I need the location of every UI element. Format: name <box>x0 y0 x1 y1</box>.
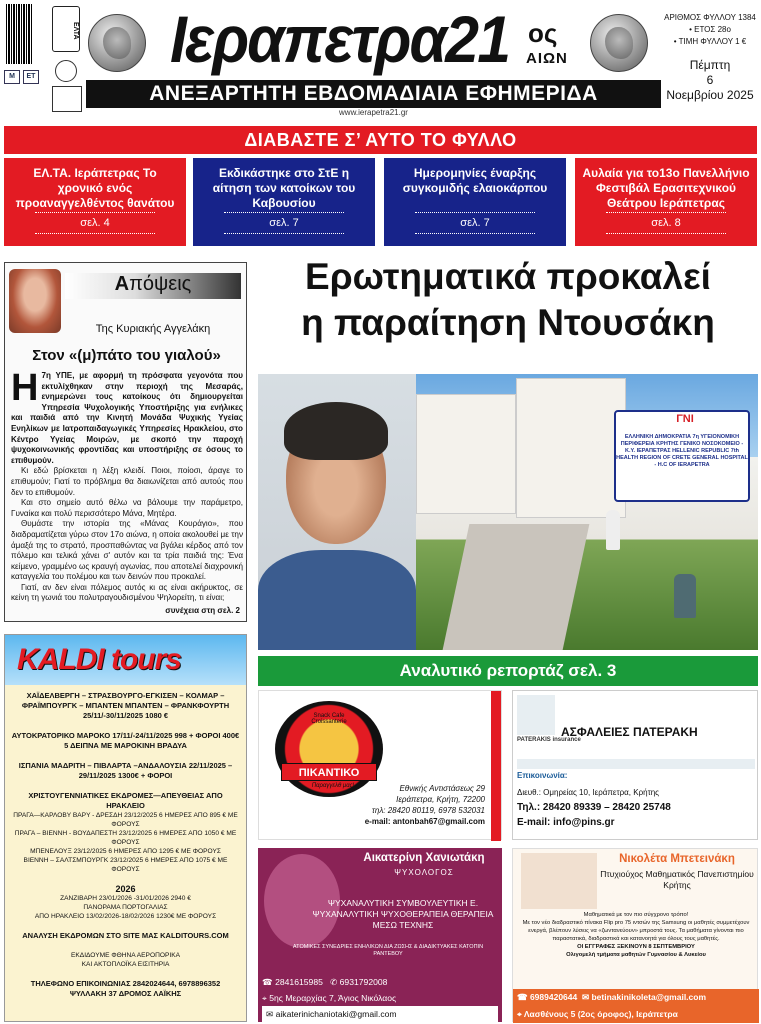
teaser-page: σελ. 4 <box>80 217 110 229</box>
address-text: 5ης Μεραρχίας 7, Άγιος Νικόλαος <box>269 993 397 1003</box>
elta-logo: ΕΛΤΑ <box>52 6 80 52</box>
tutor-text: Ολιγομελή τμήματα μαθητών Γυμνασίου & Λυκείου <box>566 952 706 958</box>
hair-image <box>284 402 388 460</box>
opinion-lead: 7η ΥΠΕ, με αφορμή τη πρόσφατα γεγονότα που εκτυλίχθηκαν στην περιοχή της Μεσαράς, ενημερώνει τους κατοίκους ότι δημιουργείται Υπηρεσία Ψυχολογικής Υποστήριξης για ενήλικες και παιδιά από την Κινητή Μονάδα Ψυχικής Υγείας Ενηλίκων με Ιατροπαιδαγωγικές Υπηρεσίες Ηρακλείου, στο Κέντρο Υγείας Μοιρών, με σκοπό την παροχή ψυχοκοινωνικής φροντίδας και υποστήριξης σε όσους το επιθυμούν. <box>11 371 243 465</box>
masthead <box>0 0 761 124</box>
teaser-title: Εκδικάστηκε στο ΣτΕ η αίτηση των κατοίκων του Καβουσίου <box>212 166 356 210</box>
teaser-1[interactable] <box>4 158 186 246</box>
teaser-2[interactable] <box>193 158 375 246</box>
opinion-column <box>4 262 247 622</box>
pikantiko-slogan: Παραγγελθ μας! <box>311 783 355 789</box>
author-photo <box>9 269 61 333</box>
tutor-degree: Πτυχιούχος Μαθηματικός Πανεπιστημίου Κρήτης <box>600 869 754 890</box>
title-aion: ΑΙΩΝ <box>526 50 568 67</box>
pikantiko-email[interactable]: e-mail: antonbah67@gmail.com <box>364 817 485 826</box>
issue-day: Πέμπτη <box>689 58 731 72</box>
divider <box>224 233 344 234</box>
spacer <box>11 921 240 931</box>
kaldi-tours-ad <box>4 634 247 1022</box>
kaldi-line: ΒΙΕΝΝΗ – ΣΑΛΤΣΜΠΟΥΡΓΚ 23/12/2025 6 ΗΜΕΡΕΣ ΑΠΟ 1075 € ΜΕ ΦΟΡΟΥΣ <box>23 857 228 873</box>
phone-line: Τηλ.: 28420 89339 – 28420 25748 <box>517 802 671 813</box>
walkway-image <box>443 524 590 650</box>
math-tutor-ad <box>512 848 758 1022</box>
tutor-contact-bar <box>513 989 759 1023</box>
email-text[interactable]: betinakinikoleta@gmail.com <box>591 992 707 1002</box>
kaldi-line: ΖΑΝΖΙΒΑΡΗ 23/01/2026 -31/01/2026 2940 € <box>60 895 191 902</box>
barcode <box>6 4 32 64</box>
email-line[interactable]: E-mail: info@pins.gr <box>517 817 615 828</box>
badge-et: ΕΤ <box>23 70 39 84</box>
main-headline[interactable] <box>258 254 758 346</box>
ancient-coin-left-image <box>88 14 146 72</box>
kaldi-line: ΠΡΑΓΑ—ΚΑΡΛΟΒΥ ΒΑΡΥ - ΔΡΕΣΔΗ 23/12/2025 6 ΗΜΕΡΕΣ ΑΠΟ 895 € ΜΕ ΦΟΡΟΥΣ <box>13 812 238 828</box>
hospital-sign <box>614 410 750 502</box>
hospital-logo: ΓΝΙ <box>676 413 694 425</box>
pikantiko-ad <box>258 690 502 840</box>
address-line: Ιεράπετρα, Κρήτη, 72200 <box>396 795 485 804</box>
accent-bar <box>491 691 501 841</box>
building-image <box>416 394 516 514</box>
shirt-image <box>258 550 416 650</box>
teaser-page: σελ. 8 <box>651 217 681 229</box>
badge-m: Μ <box>4 70 20 84</box>
tutor-text: ΟΙ ΕΓΓΡΑΦΕΣ ΞΕΚΙΝΟΥΝ 8 ΣΕΠΤΕΜΒΡΙΟΥ <box>577 944 695 950</box>
pikantiko-label: ΠΙΚΑΝΤΙΚΟ <box>281 763 377 781</box>
issue-info <box>662 12 758 48</box>
opinion-body <box>11 367 243 604</box>
teaser-3[interactable] <box>384 158 566 246</box>
teaser-page: σελ. 7 <box>269 217 299 229</box>
kaldi-body <box>5 685 246 1005</box>
mail-icon: ✉ <box>266 1009 276 1019</box>
pikantiko-tagline: Snack Cafe Croissanterie <box>311 713 347 725</box>
tutor-text: Μαθηματικά με τον πιο σύγχρονο τρόπο! <box>583 912 689 918</box>
issue-date-number: 6 <box>706 73 714 87</box>
paterakis-logo-text: PATERAKIS insurance <box>517 737 581 743</box>
psychologist-name: Αικατερίνη Χανιωτάκη <box>363 852 485 864</box>
kaldi-line: ΜΠΕΝΕΛΟΥΞ 23/12/2025 6 ΗΜΕΡΕΣ ΑΠΟ 1295 € ΜΕ ΦΟΡΟΥΣ <box>30 848 221 855</box>
address-line <box>262 990 498 1006</box>
continue-link[interactable]: συνέχεια στη σελ. 2 <box>165 606 240 615</box>
phone-number[interactable]: 2841615985 <box>275 977 323 987</box>
hospital-photo <box>416 374 758 650</box>
email-text: aikaterinichaniotaki@gmail.com <box>275 1009 397 1019</box>
opinion-paragraph: Και στο σημείο αυτό θέλω να βάλουμε την παράμετρο, Γυναίκα και πολύ περισσότερο Μάνα, Μητέρα. <box>11 498 243 518</box>
phone-line: τηλ: 28420 80119, 6978 532031 <box>371 806 485 815</box>
spacer <box>11 781 240 791</box>
opinion-header-rest: πόψεις <box>129 273 192 295</box>
divider <box>224 212 344 213</box>
website-link[interactable]: www.ierapetra21.gr <box>339 108 408 117</box>
tutor-name: Νικολέτα Μπετεινάκη <box>619 853 735 865</box>
location-icon: ⌖ <box>262 993 270 1003</box>
kaldi-line: ΑΠΟ ΗΡΑΚΛΕΙΟ 13/02/2026-18/02/2026 1230€ ΜΕ ΦΟΡΟΥΣ <box>34 913 217 920</box>
math-tools-icon <box>521 853 597 909</box>
kaldi-line: ΠΡΑΓΑ – ΒΙΕΝΝΗ - ΒΟΥΔΑΠΕΣΤΗ 23/12/2025 6 ΗΜΕΡΕΣ ΑΠΟ 1050 € ΜΕ ΦΟΡΟΥΣ <box>14 830 237 846</box>
kaldi-logo: KALDI tours <box>17 643 181 676</box>
building-image <box>516 378 626 518</box>
spacer <box>11 751 240 761</box>
spacer <box>11 874 240 884</box>
address-text: Λασθένους 5 (2ος όροφος), Ιεράπετρα <box>523 1009 678 1019</box>
address-line: Εθνικής Αντιστάσεως 29 <box>399 784 485 793</box>
pikantiko-address <box>355 783 485 816</box>
opinion-header <box>65 273 241 299</box>
wheelchair-person-image <box>674 574 696 618</box>
headline-line-2: η παραίτηση Ντουσάκη <box>301 302 715 343</box>
kaldi-line: ΧΡΙΣΤΟΥΓΕΝΝΙΑΤΙΚΕΣ ΕΚΔΡΟΜΕΣ—ΑΠΕΥΘΕΙΑΣ ΑΠΟ ΗΡΑΚΛΕΙΟ <box>28 791 223 810</box>
spacer <box>11 941 240 951</box>
opinion-author: Της Κυριακής Αγγελάκη <box>95 323 211 335</box>
kaldi-line: ΧΑΪΔΕΛΒΕΡΓΗ – ΣΤΡΑΣΒΟΥΡΓΟ-ΕΓΚΙΣΕΝ – ΚΟΛΜΑΡ – ΦΡΑΪΜΠΟΥΡΓΚ – ΜΠΑΝΤΕΝ ΜΠΑΝΤΕΝ – ΦΡΑΝΚΦΟΥΡΤΗ 25/11/-30/11/2025 1080 € <box>21 691 230 720</box>
paterakis-logo-icon <box>517 695 555 735</box>
divider <box>35 233 155 234</box>
kaldi-line: ΙΣΠΑΝΙΑ ΜΑΔΡΙΤΗ – ΠΙΒΛΑΡΤΑ –ΑΝΔΑΛΟΥΣΙΑ 22/11/2025 – 29/11/2025 1300€ + ΦΟΡΟΙ <box>18 761 233 780</box>
opinion-paragraph: Γιατί, αν δεν είναι πόλεμος αυτός κι ας είναι ακήρυκτος, σε κείνη τη γωνιά του πολυτραγουδισμένου Ψηλορείτη, τι είναι; <box>11 582 243 603</box>
kaldi-line: ΑΥΤΟΚΡΑΤΟΡΙΚΟ ΜΑΡΟΚΟ 17/11/-24/11/2025 998 + ΦΟΡΟΙ 400€ 5 ΔΕΙΠΝΑ ΜΕ ΜΑΡΟΚΙΝΗ ΒΡΑΔΥΑ <box>11 731 240 750</box>
newspaper-subtitle: ΑΝΕΞΑΡΤΗΤΗ ΕΒΔΟΜΑΔΙΑΙΑ ΕΦΗΜΕΡΙΔΑ <box>86 80 661 108</box>
psychologist-services: ΨΥΧΑΝΑΛΥΤΙΚΗ ΣΥΜΒΟΥΛΕΥΤΙΚΗ Ε. ΨΥΧΑΝΑΛΥΤΙΚΗ ΨΥΧΟΘΕΡΑΠΕΙΑ ΘΕΡΑΠΕΙΑ ΜΕΣΩ ΤΕΧΝΗΣ <box>312 898 494 930</box>
kaldi-line: ΤΗΛΕΦΩΝΟ ΕΠΙΚΟΙΝΩΝΙΑΣ 2842024644, 6978896352 <box>30 979 221 988</box>
mail-icon: ✉ <box>581 992 592 1002</box>
teaser-title: Ημερομηνίες έναρξης συγκομιδής ελαιοκάρπου <box>402 166 548 195</box>
mobile-icon: ✆ <box>330 977 340 987</box>
main-photo <box>258 374 758 650</box>
teaser-title: Αυλαία για το13ο Πανελλήνιο Φεστιβάλ Ερασιτεχνικού Θεάτρου Ιεράπετρας <box>582 166 750 210</box>
drop-cap: Η <box>11 367 39 409</box>
psychologist-role: ΨΥΧΟΛΟΓΟΣ <box>394 868 454 877</box>
tutor-text: Με τον νέο διαδραστικό πίνακα Flip pro 75 ιντσών της Samsung οι μαθητές συμμετέχουν ενεργά, βλέπουν λύσεις να «ζωντανεύουν» μπροστά τους. Τα μαθήματα γίνονται πιο παραστατικά, διαδραστικά και κατανοητά για όλους τους μαθητές. <box>522 920 750 942</box>
opinion-paragraph: Θυμάστε την ιστορία της «Μάνας Κουράγιο», που διαδραματίζεται γύρω στον 17ο αιώνα, η οποία ακολουθεί με την άμαξά της το στρατό, προσπαθώντας να βγάλει κέρδος από τον πόλεμο και τελικά χάνει σ' αυτόν και τα τρία παιδιά της: Ένα κείμενο, γραμμένο ως κραυγή αγωνίας, που αποτελεί διαχρονική καταγγελία του πολέμου και των δεινών που προκαλεί. <box>11 519 243 582</box>
divider <box>517 759 755 769</box>
teaser-4[interactable] <box>575 158 757 246</box>
kaldi-line: ΕΚΔΙΔΟΥΜΕ ΦΘΗΝΑ ΑΕΡΟΠΟΡΙΚΑ <box>71 952 180 959</box>
portrait-photo <box>258 374 416 650</box>
divider <box>606 233 726 234</box>
kaldi-line: ΨΥΛΛΑΚΗ 37 ΔΡΟΜΟΣ ΛΑΪΚΗΣ <box>69 989 182 998</box>
phone-number[interactable]: 6931792008 <box>339 977 388 987</box>
issue-date <box>662 58 758 103</box>
headline-line-1: Ερωτηματικά προκαλεί <box>305 256 711 297</box>
issue-number: ΑΡΙΘΜΟΣ ΦΥΛΛΟΥ 1384 <box>664 13 756 22</box>
issue-month-year: Νοεμβρίου 2025 <box>666 88 754 102</box>
badges <box>4 70 39 84</box>
kaldi-header <box>5 635 246 685</box>
contact-label: Επικοινωνία: <box>517 771 568 780</box>
divider <box>415 233 535 234</box>
title-superscript: ος <box>528 18 558 48</box>
paterakis-name: ΑΣΦΑΛΕΙΕΣ ΠΑΤΕΡΑΚΗ <box>561 725 698 739</box>
report-banner[interactable]: Αναλυτικό ρεπορτάζ σελ. 3 <box>258 656 758 686</box>
phone-number[interactable]: 6989420644 <box>529 992 578 1002</box>
opinion-header-initial: Α <box>114 273 130 295</box>
teaser-title: ΕΛ.ΤΑ. Ιεράπετρας Το χρονικό ενός προαναγγελθέντος θανάτου <box>15 166 175 210</box>
address-line: Διευθ.: Ομηρείας 10, Ιεράπετρα, Κρήτης <box>517 788 660 797</box>
opinion-title: Στον «(μ)πάτο του γιαλού» <box>32 347 221 364</box>
ancient-coin-right-image <box>590 14 648 72</box>
spacer <box>11 721 240 731</box>
paterakis-ad <box>512 690 758 840</box>
tutor-description <box>517 911 755 959</box>
psychologist-sessions: ΑΤΟΜΙΚΕΣ ΣΥΝΕΔΡΙΕΣ ΕΝΗΛΙΚΩΝ ΔΙΑ ΖΩΣΗΣ & ΔΙΑΔΙΚΤΥΑΚΕΣ ΚΑΤΟΠΙΝ ΡΑΝΤΕΒΟΥ <box>292 944 484 957</box>
kaldi-line: ΚΑΙ ΑΚΤΟΠΛΟΪΚΑ ΕΙΣΙΤΗΡΙΑ <box>81 961 170 968</box>
paterakis-info <box>517 785 671 830</box>
kaldi-line: ΠΑΝΟΡΑΜΑ ΠΟΡΤΟΓΑΛΙΑΣ <box>83 904 168 911</box>
location-icon: ⌖ <box>517 1009 524 1019</box>
issue-year: • ΕΤΟΣ 28ο <box>689 25 731 34</box>
spacer <box>11 969 240 979</box>
psychologist-ad <box>258 848 502 1022</box>
read-in-issue-banner: ΔΙΑΒΑΣΤΕ Σ’ ΑΥΤΟ ΤΟ ΦΥΛΛΟ <box>4 126 757 154</box>
postage-box <box>52 86 82 112</box>
opinion-paragraph: Κι εδώ βρίσκεται η λέξη κλειδί. Ποιοι, ποίοσι, άραγε το επιθυμούν; Γιατί το πρόβλημα θα διαιωνίζεται από αυτούς που δεν το επιθυμούν. <box>11 466 243 497</box>
kaldi-line: ΑΝΑΛΥΣΗ ΕΚΔΡΟΜΩΝ ΣΤΟ SITE ΜΑΣ KALDITOURS.COM <box>22 931 229 940</box>
issue-price: • ΤΙΜΗ ΦΥΛΛΟΥ 1 € <box>673 37 747 46</box>
teaser-page: σελ. 7 <box>460 217 490 229</box>
postal-seal-icon <box>55 60 77 82</box>
divider <box>606 212 726 213</box>
divider <box>415 212 535 213</box>
hospital-sign-text: ΕΛΛΗΝΙΚΗ ΔΗΜΟΚΡΑΤΙΑ 7η ΥΓΕΙΟΝΟΜΙΚΗ ΠΕΡΙΦΕΡΕΙΑ ΚΡΗΤΗΣ ΓΕΝΙΚΟ ΝΟΣΟΚΟΜΕΙΟ - Κ.Υ. ΙΕΡΑΠΕΤΡΑΣ HELLENIC REPUBLIC 7th HEALTH REGION OF CRETE GENERAL HOSPITAL - H.C OF IERAPETRA <box>616 434 748 468</box>
phone-icon: ☎ <box>262 977 276 987</box>
phone-line <box>262 974 498 990</box>
psychologist-contact <box>262 974 498 1022</box>
newspaper-title: Ιεραπετρα21 <box>170 2 510 76</box>
phone-icon: ☎ <box>517 992 530 1002</box>
email-line[interactable] <box>262 1006 498 1022</box>
divider <box>35 212 155 213</box>
kaldi-line: 2026 <box>115 884 136 894</box>
person-image <box>606 510 620 550</box>
